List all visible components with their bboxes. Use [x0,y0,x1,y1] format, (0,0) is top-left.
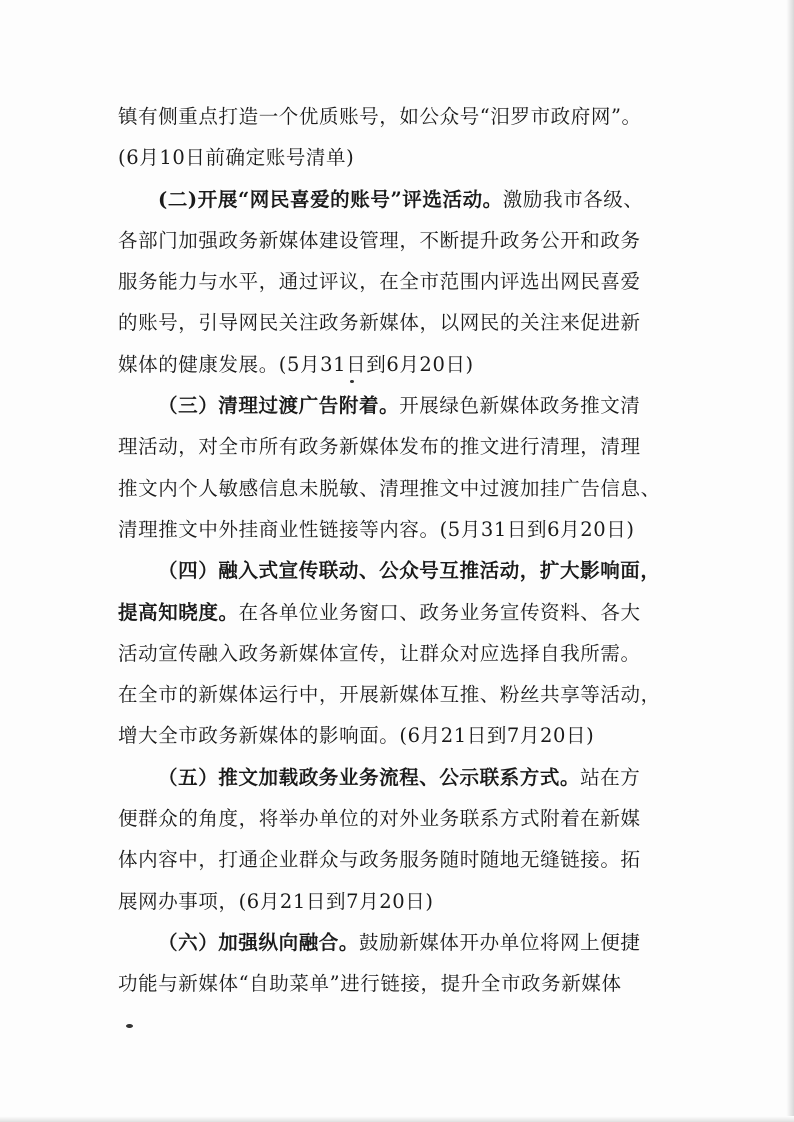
text-line: 清理推文中外挂商业性链接等内容。(5月31日到6月20日) [118,517,635,541]
section-3-heading: （三）清理过渡广告附着。 [158,394,400,418]
section-4-heading-line-2: 提高知晓度。 [118,600,239,624]
text-line: 增大全市政务新媒体的影响面。(6月21日到7月20日) [118,724,595,748]
section-3-text: 开展绿色新媒体政务推文清 [399,394,641,418]
section-5-first-line [118,757,678,798]
document-body [118,96,678,1005]
section-2-first-line [118,179,678,220]
text-line: 镇有侧重点打造一个优质账号，如公众号“汨罗市政府网”。 [118,105,642,128]
text-line: 便群众的角度，将举办单位的对外业务联系方式附着在新媒 [118,807,641,831]
scan-edge-right [786,0,794,1122]
text-line: 活动宣传融入政务新媒体宣传，让群众对应选择自我所需。 [118,641,641,665]
text-line: 媒体的健康发展。(5月31日到6月20日) [118,352,474,376]
text-line: 体内容中，打通企业群众与政务服务随时随地无缝链接。拓 [118,848,641,872]
section-4-heading-line-1: （四）融入式宣传联动、公众号互推活动，扩大影响面， [158,559,661,583]
section-6-text: 鼓励新媒体开办单位将网上便捷 [359,930,641,954]
scan-edge-bottom [0,1116,794,1122]
section-6-first-line [118,922,678,963]
section-4-text: 在各单位业务窗口、政务业务宣传资料、各大 [238,600,641,624]
section-5-heading: （五）推文加载政务业务流程、公示联系方式。 [158,765,581,789]
scan-speck [126,1024,133,1028]
text-line: 推文内个人敏感信息未脱敏、清理推文中过渡加挂广告信息、 [118,476,661,500]
text-line: (6月10日前确定账号清单) [118,146,355,170]
text-line: 在全市的新媒体运行中，开展新媒体互推、粉丝共享等活动， [118,683,661,707]
section-3-first-line [118,385,678,426]
scan-speck [350,380,354,383]
text-line: 展网办事项，(6月21日到7月20日) [118,889,434,913]
text-line: 服务能力与水平，通过评议，在全市范围内评选出网民喜爱 [118,270,641,294]
text-line: 的账号，引导网民关注政务新媒体，以网民的关注来促进新 [118,311,641,335]
text-line: 功能与新媒体“自助菜单”进行链接，提升全市政务新媒体 [118,972,622,996]
section-5-text: 站在方 [580,765,641,789]
section-2-heading: (二)开展“网民喜爱的账号”评选活动。 [158,187,503,211]
section-4-first-line [118,592,678,633]
text-line: 各部门加强政务新媒体建设管理，不断提升政务公开和政务 [118,228,641,252]
text-line: 理活动，对全市所有政务新媒体发布的推文进行清理，清理 [118,435,641,459]
section-2-text: 激励我市各级、 [502,187,644,211]
section-6-heading: （六）加强纵向融合。 [158,930,360,954]
